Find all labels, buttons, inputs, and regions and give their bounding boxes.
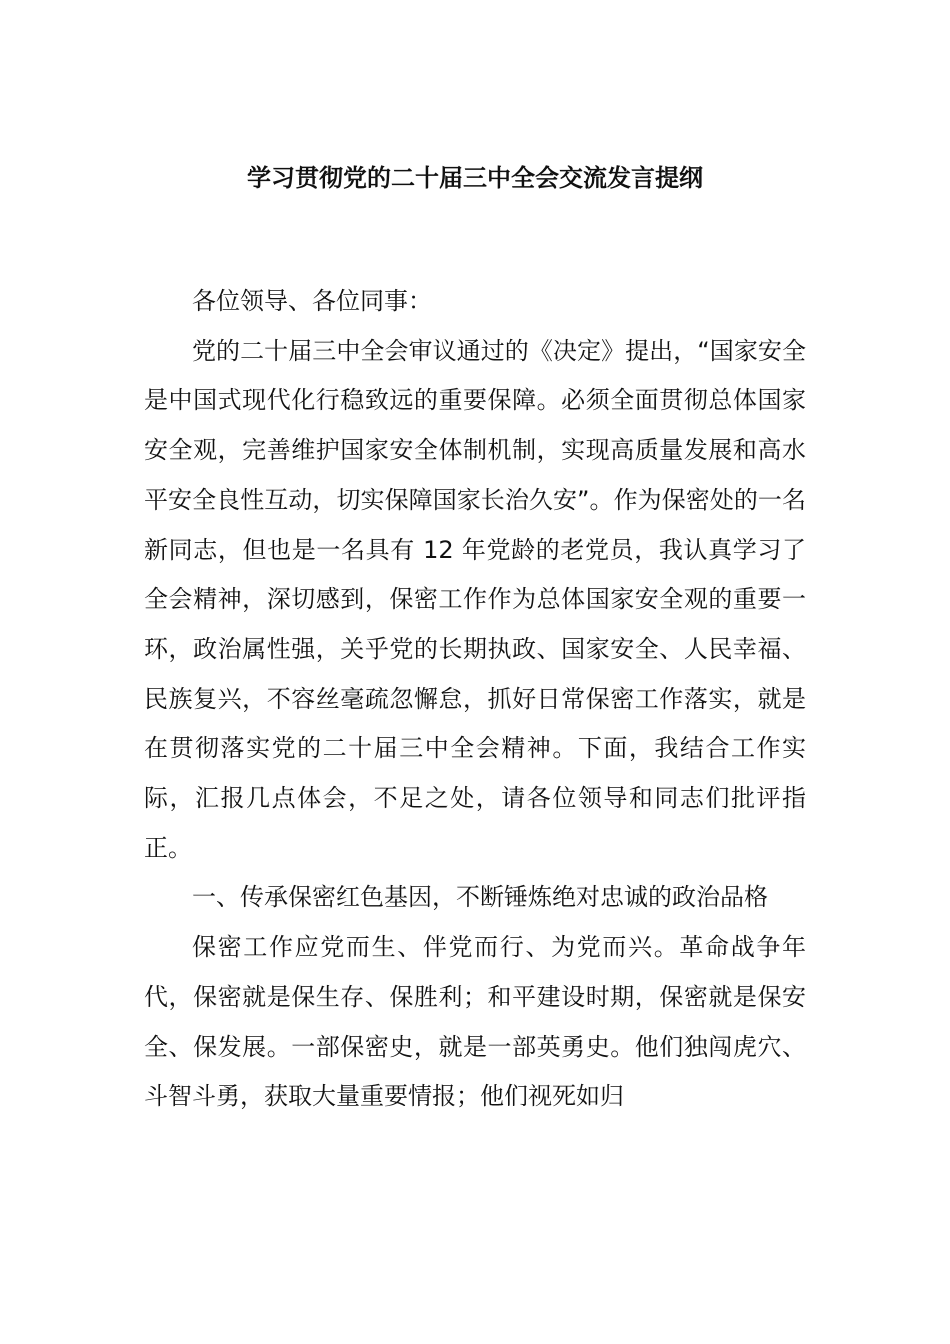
document-body bbox=[144, 277, 806, 1122]
document-title: 学习贯彻党的二十届三中全会交流发言提纲 bbox=[247, 164, 703, 192]
intro-paragraph: 党的二十届三中全会审议通过的《决定》提出，“国家安全是中国式现代化行稳致远的重要保障。必须全面贯彻总体国家安全观，完善维护国家安全体制机制，实现高质量发展和高水平安全良性互动，切实保障国家长治久安”。作为保密处的一名新同志，但也是一名具有 12 年党龄的老党员，我认真学习了全会精神，深切感到，保密工作作为总体国家安全观的重要一环，政治属性强，关乎党的长期执政、国家安全、人民幸福、民族复兴，不容丝毫疏忽懈怠，抓好日常保密工作落实，就是在贯彻落实党的二十届三中全会精神。下面，我结合工作实际，汇报几点体会，不足之处，请各位领导和同志们批评指正。 bbox=[144, 336, 806, 862]
section-heading-1: 一、传承保密红色基因，不断锤炼绝对忠诚的政治品格 bbox=[192, 883, 768, 912]
section-1-paragraph: 保密工作应党而生、伴党而行、为党而兴。革命战争年代，保密就是保生存、保胜利；和平建设时期，保密就是保安全、保发展。一部保密史，就是一部英勇史。他们独闯虎穴、斗智斗勇，获取大量重要情报；他们视死如归 bbox=[144, 933, 806, 1111]
salutation-paragraph: 各位领导、各位同事： bbox=[192, 287, 432, 315]
